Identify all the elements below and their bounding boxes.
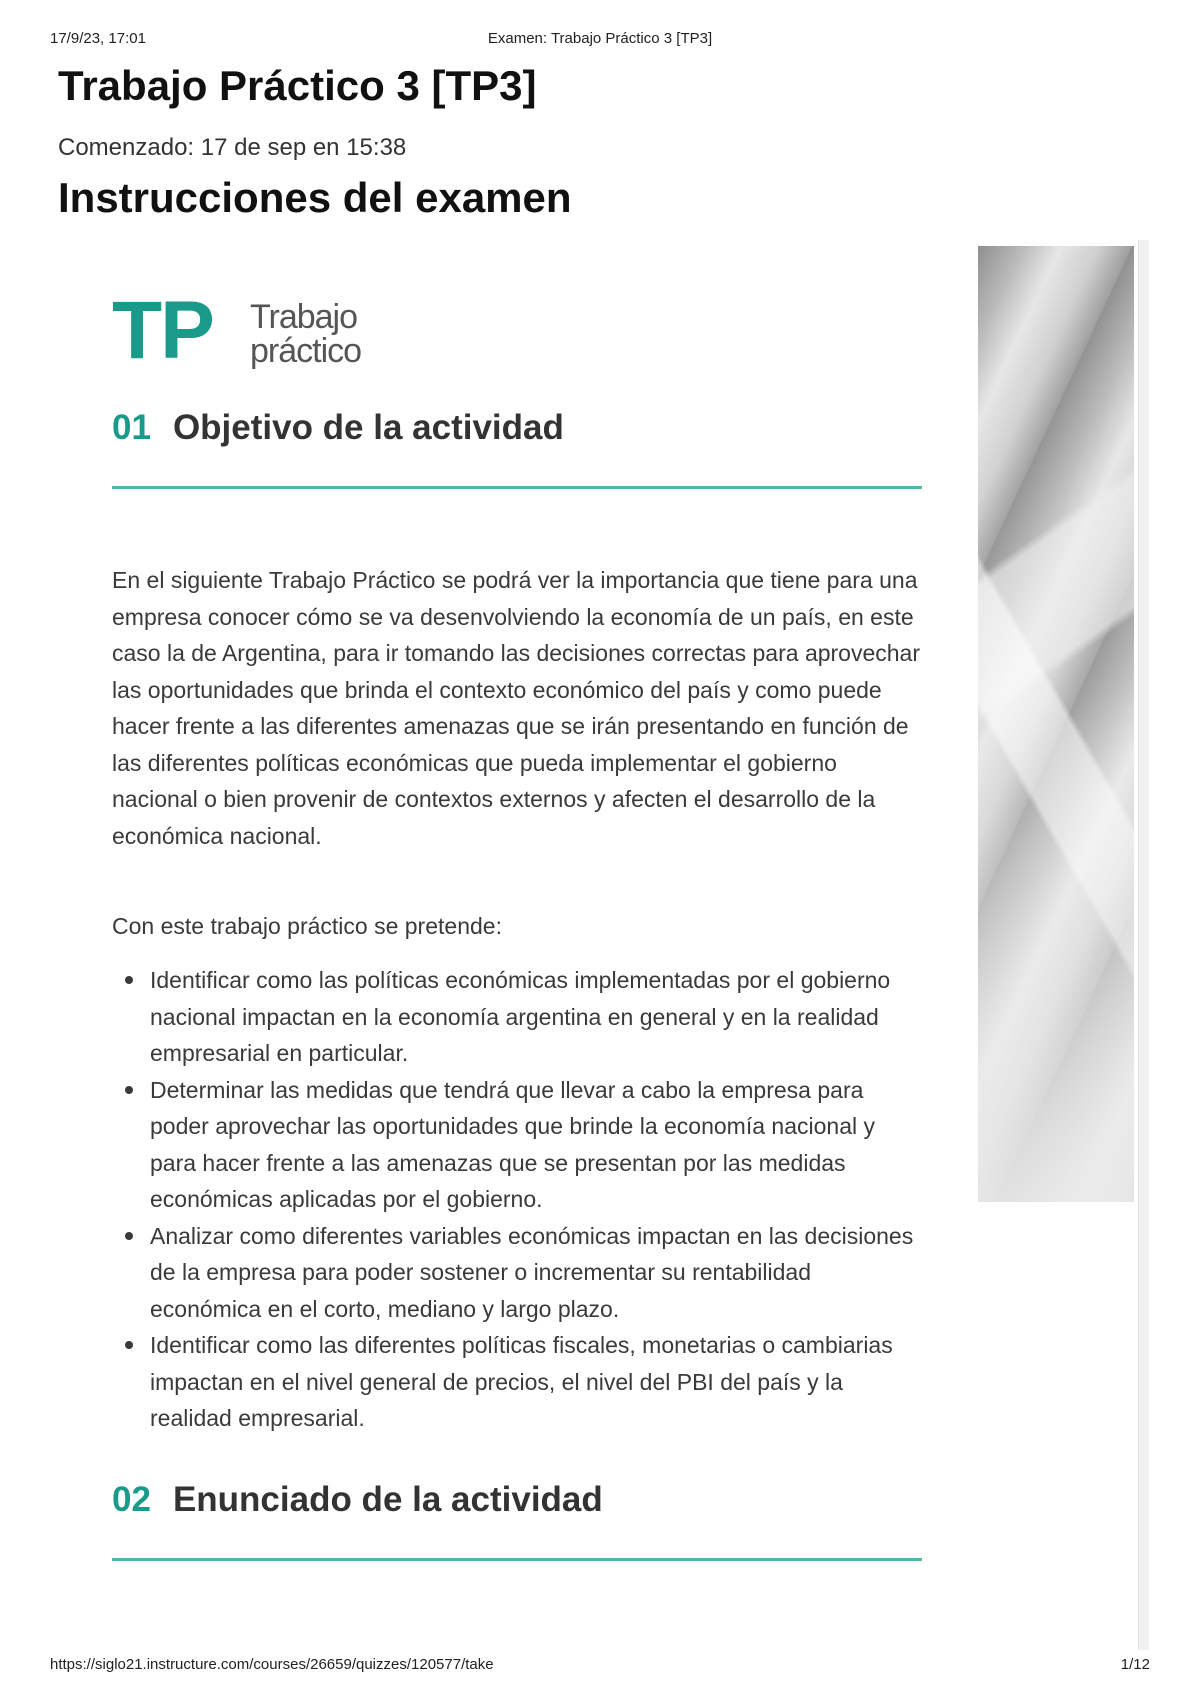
tp-logo-mark: TP — [112, 285, 213, 376]
page-counter: 1/12 — [1120, 1656, 1150, 1673]
quiz-started-time: Comenzado: 17 de sep en 15:38 — [58, 134, 407, 161]
objective-intro: Con este trabajo práctico se pretende: — [112, 913, 502, 939]
section-divider — [112, 1558, 922, 1561]
instructions-heading: Instrucciones del examen — [58, 174, 572, 221]
section-heading-enunciado — [112, 1480, 922, 1520]
section-number: 01 — [112, 408, 151, 447]
tp-logo-word: Trabajo práctico — [250, 298, 362, 370]
objective-list — [112, 962, 922, 1437]
section-title: Objetivo de la actividad — [172, 408, 564, 447]
content-scrollbar[interactable] — [1138, 240, 1149, 1650]
print-url: https://siglo21.instructure.com/courses/26659/quizzes/120577/take — [50, 1656, 494, 1673]
section-divider — [112, 486, 922, 489]
list-item: Identificar como las diferentes políticas fiscales, monetarias o cambiarias impactan en el nivel general de precios, el nivel del PBI del país y la realidad empresarial. — [112, 1327, 922, 1437]
print-date: 17/9/23, 17:01 — [50, 30, 146, 47]
list-item: Determinar las medidas que tendrá que llevar a cabo la empresa para poder aprovechar las oportunidades que brinde la economía nacional y para hacer frente a las amenazas que se presentan por las medidas económicas aplicadas por el gobierno. — [112, 1072, 922, 1218]
tp-logo — [112, 285, 922, 380]
list-item: Identificar como las políticas económicas implementadas por el gobierno nacional impactan en la economía argentina en general y en la realidad empresarial en particular. — [112, 962, 922, 1072]
print-footer — [50, 1656, 1150, 1676]
objective-paragraph: En el siguiente Trabajo Práctico se podrá ver la importancia que tiene para una empresa conocer cómo se va desenvolviendo la economía de un país, en este caso la de Argentina, para ir tomando las decisiones correctas para aprovechar las oportunidades que brinda el contexto económico del país y como puede hacer frente a las diferentes amenazas que se irán presentando en función de las diferentes políticas económicas que pueda implementar el gobierno nacional o bien provenir de contextos externos y afecten el desarrollo de la económica nacional. — [112, 567, 921, 849]
print-header — [50, 30, 1150, 50]
section-number: 02 — [112, 1480, 151, 1519]
section-heading-objetivo — [112, 408, 922, 448]
quiz-title: Trabajo Práctico 3 [TP3] — [58, 62, 537, 109]
instructions-content — [112, 285, 922, 1519]
list-item: Analizar como diferentes variables económicas impactan en las decisiones de la empresa para poder sostener o incrementar su rentabilidad económica en el corto, mediano y largo plazo. — [112, 1218, 922, 1328]
decorative-side-image — [978, 246, 1134, 1202]
section-title: Enunciado de la actividad — [172, 1480, 603, 1519]
print-page-title: Examen: Trabajo Práctico 3 [TP3] — [487, 30, 713, 47]
